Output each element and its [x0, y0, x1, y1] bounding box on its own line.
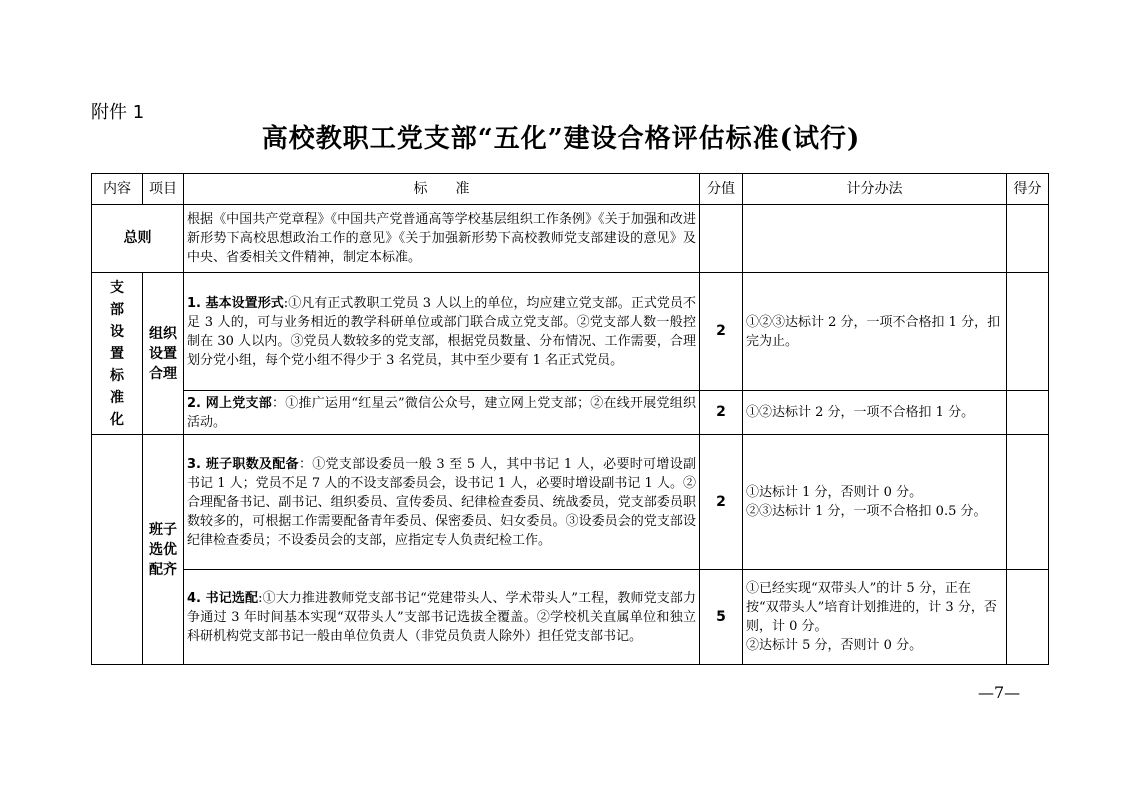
- section1-content: [92, 273, 143, 435]
- method-line: ②③达标计 1 分，一项不合格扣 0.5 分。: [746, 504, 987, 519]
- section1-item: [143, 273, 184, 435]
- table-row: [92, 435, 1049, 570]
- column-header-item: 项目: [143, 174, 184, 205]
- table-row-general: [92, 205, 1049, 273]
- table-row: [92, 391, 1049, 435]
- document-title: 高校教职工党支部“五化”建设合格评估标准(试行): [261, 124, 861, 154]
- general-method: [743, 205, 1007, 273]
- score-cell: 2: [700, 391, 743, 435]
- general-standard: 根据《中国共产党章程》《中国共产党普通高等学校基层组织工作条例》《关于加强和改进新形势下高校思想政治工作的意见》《关于加强新形势下高校教师党支部建设的意见》及中央、省委相关文件精神，制定本标准。: [184, 205, 700, 273]
- standard-text: :①大力推进教师党支部书记“党建带头人、学术带头人”工程，教师党支部力争通过 3 年时间基本实现“双带头人”支部书记选拔全覆盖。②学校机关直属单位和独立科研机构党支部书记一般由单位负责人（非党员负责人除外）担任党支部书记。: [187, 590, 696, 644]
- method-line: ①已经实现“双带头人”的计 5 分，正在按“双带头人”培育计划推进的，计 3 分，否则，计 0 分。: [746, 581, 997, 634]
- standard-cell: [184, 435, 700, 570]
- column-header-points: 得分: [1007, 174, 1049, 205]
- table-row: [92, 570, 1049, 665]
- standard-text: :①凡有正式教职工党员 3 人以上的单位，均应建立党支部。正式党员不足 3 人的，可与业务相近的教学科研单位或部门联合成立党支部。②党支部人数一般控制在 30 人以内。③党员人数较多的党支部，根据党员数量、分布情况、工作需要，合理划分党小组，每个党小组不得少于 3 名党员，其中至少要有 1 名正式党员。: [187, 295, 696, 368]
- method-line: ①②③达标计 2 分，一项不合格扣 1 分，扣完为止。: [746, 314, 1001, 349]
- section1-content-label: 支部设置标准化: [110, 279, 124, 428]
- standard-heading: 3. 班子职数及配备: [187, 456, 299, 472]
- general-points: [1007, 205, 1049, 273]
- table-header-row: [92, 174, 1049, 205]
- method-line: ①②达标计 2 分，一项不合格扣 1 分。: [746, 405, 975, 420]
- standard-text: ：①党支部设委员一般 3 至 5 人，其中书记 1 人，必要时可增设副书记 1 人；党员不足 7 人的不设支部委员会，设书记 1 人，必要时增设副书记 1 人。②合理配备书记、副书记、组织委员、宣传委员、纪律检查委员、统战委员，党支部委员职数较多的，可根据工作需要配备青年委员、保密委员、妇女委员。③设委员会的党支部设纪律检查委员；不设委员会的支部，应指定专人负责纪检工作。: [187, 456, 696, 548]
- column-header-scoring-method: 计分办法: [743, 174, 1007, 205]
- method-line: ②达标计 5 分，否则计 0 分。: [746, 638, 923, 653]
- standard-heading: 1. 基本设置形式: [187, 295, 284, 311]
- attachment-label: 附件 1: [91, 102, 145, 123]
- method-cell: [743, 273, 1007, 391]
- column-header-standard: 标 准: [184, 174, 700, 205]
- section1-item-label: 组织设置合理: [148, 325, 177, 382]
- points-cell: [1007, 570, 1049, 665]
- method-cell: [743, 570, 1007, 665]
- score-cell: 5: [700, 570, 743, 665]
- standard-cell: [184, 391, 700, 435]
- standard-cell: [184, 273, 700, 391]
- general-label: 总则: [92, 205, 184, 273]
- standard-heading: 2. 网上党支部: [187, 395, 272, 411]
- evaluation-standard-table: [91, 173, 1049, 665]
- column-header-content: 内容: [92, 174, 143, 205]
- points-cell: [1007, 273, 1049, 391]
- score-cell: 2: [700, 435, 743, 570]
- section2-item-label: 班子选优配齐: [148, 521, 177, 578]
- points-cell: [1007, 391, 1049, 435]
- method-cell: [743, 391, 1007, 435]
- score-cell: 2: [700, 273, 743, 391]
- section2-content: [92, 435, 143, 665]
- standard-heading: 4. 书记选配: [187, 590, 259, 606]
- points-cell: [1007, 435, 1049, 570]
- section2-item: [143, 435, 184, 665]
- column-header-score: 分值: [700, 174, 743, 205]
- standard-text: ：①推广运用“红星云”微信公众号，建立网上党支部；②在线开展党组织活动。: [187, 395, 696, 430]
- general-score: [700, 205, 743, 273]
- table-row: [92, 273, 1049, 391]
- method-line: ①达标计 1 分，否则计 0 分。: [746, 485, 923, 500]
- method-cell: [743, 435, 1007, 570]
- standard-cell: [184, 570, 700, 665]
- page-number: —7—: [978, 683, 1021, 702]
